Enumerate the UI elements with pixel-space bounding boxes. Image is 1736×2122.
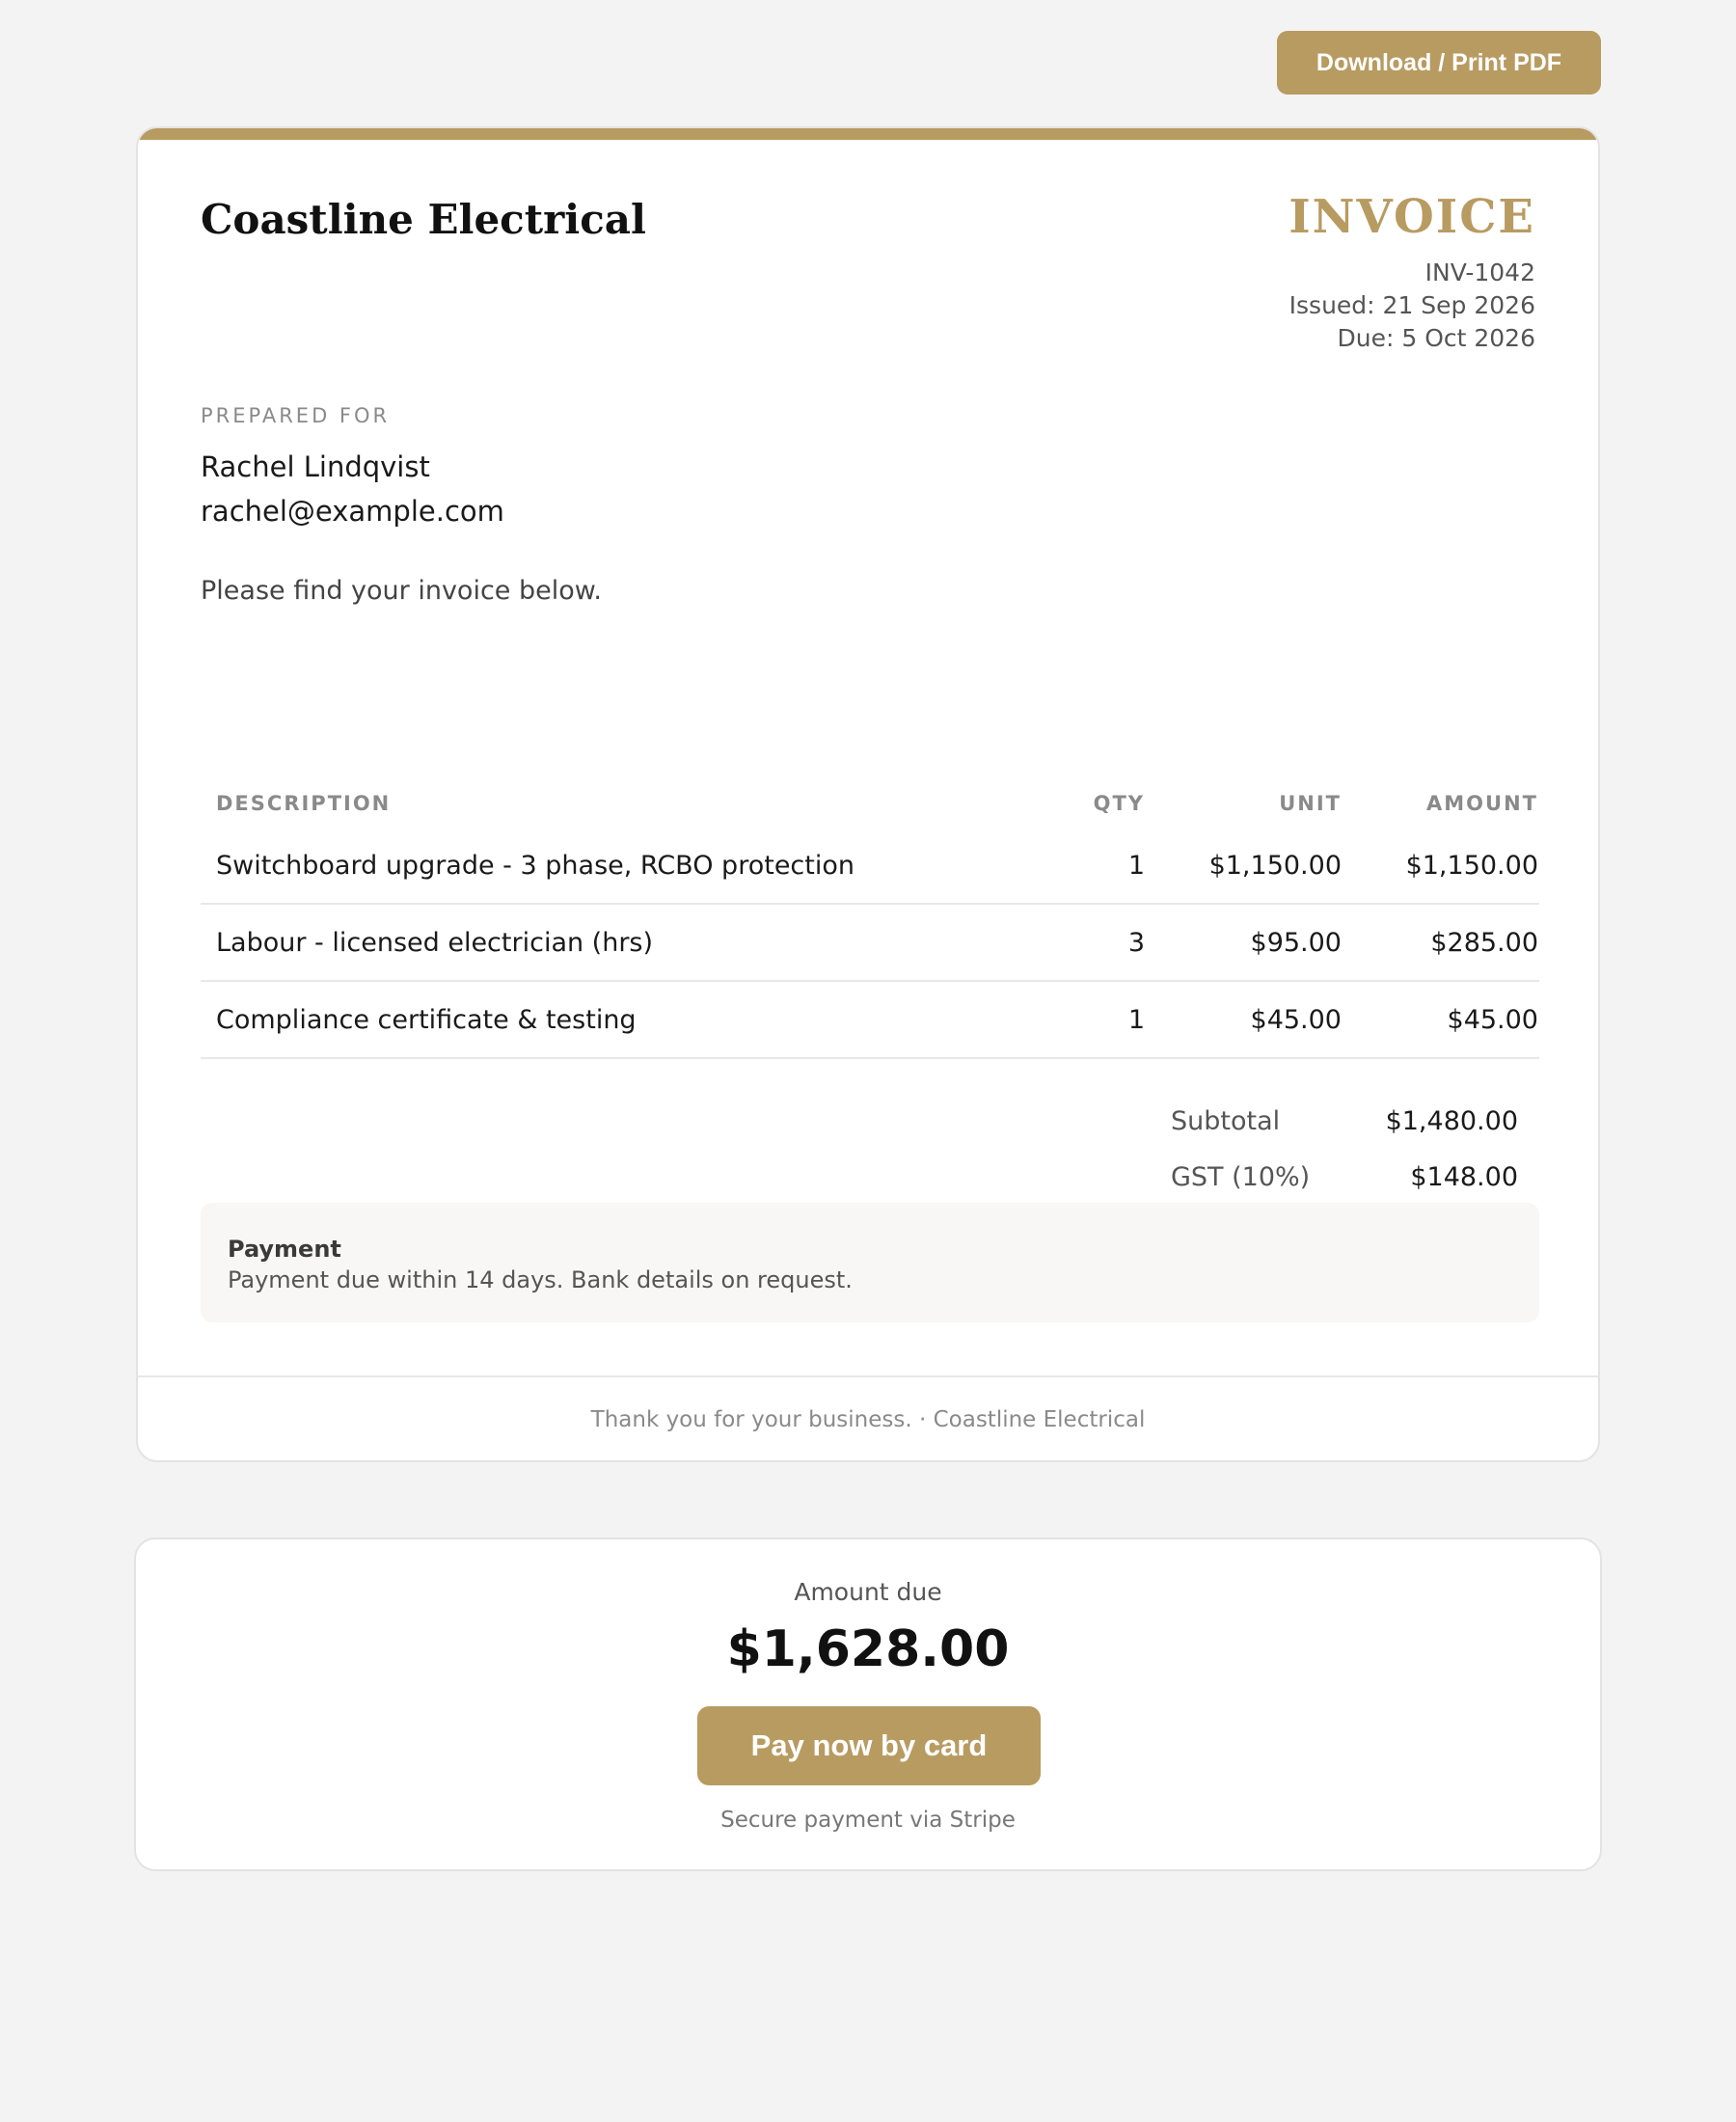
header-unit: UNIT <box>1279 792 1342 815</box>
row-unit: $95.00 <box>1250 927 1342 958</box>
payment-note <box>201 1203 1539 1322</box>
footer-divider <box>138 1375 1598 1377</box>
row-amount: $285.00 <box>1430 927 1538 958</box>
payment-text: Payment due within 14 days. Bank details on request. <box>228 1266 853 1293</box>
table-row <box>201 982 1539 1059</box>
line-items-table <box>201 779 1539 1059</box>
table-row <box>201 828 1539 905</box>
issued-date: Issued: 21 Sep 2026 <box>1288 291 1535 319</box>
intro-text: Please find your invoice below. <box>201 576 602 606</box>
company-name: Coastline Electrical <box>201 196 646 243</box>
amount-due-label: Amount due <box>794 1578 942 1606</box>
invoice-title: INVOICE <box>1288 190 1535 244</box>
row-unit: $1,150.00 <box>1208 850 1342 881</box>
invoice-number: INV-1042 <box>1424 258 1535 286</box>
invoice-meta <box>1289 257 1535 355</box>
subtotal-value: $1,480.00 <box>1385 1105 1518 1136</box>
footer-text: Thank you for your business. · Coastline Electrical <box>590 1407 1146 1432</box>
table-header <box>201 779 1539 828</box>
client-email: rachel@example.com <box>201 495 504 528</box>
amount-due-value: $1,628.00 <box>726 1620 1010 1678</box>
prepared-for-label: PREPARED FOR <box>201 404 391 427</box>
table-row <box>201 905 1539 982</box>
payment-panel <box>134 1537 1602 1871</box>
download-print-pdf-button[interactable]: Download / Print PDF <box>1277 31 1601 95</box>
gst-label: GST (10%) <box>1171 1161 1311 1192</box>
row-qty: 1 <box>1127 1004 1145 1035</box>
row-unit: $45.00 <box>1250 1004 1342 1035</box>
row-qty: 3 <box>1127 927 1145 958</box>
client-name: Rachel Lindqvist <box>201 450 430 483</box>
header-qty: QTY <box>1093 792 1145 815</box>
subtotal-row <box>1155 1093 1533 1149</box>
row-qty: 1 <box>1127 850 1145 881</box>
row-amount: $45.00 <box>1447 1004 1538 1035</box>
payment-title: Payment <box>228 1236 341 1263</box>
row-amount: $1,150.00 <box>1405 850 1538 881</box>
secure-payment-text: Secure payment via Stripe <box>720 1808 1016 1833</box>
due-date: Due: 5 Oct 2026 <box>1337 324 1535 352</box>
gst-row <box>1155 1149 1533 1205</box>
invoice-card <box>136 126 1600 1462</box>
header-description: DESCRIPTION <box>216 792 392 815</box>
row-description: Switchboard upgrade - 3 phase, RCBO protection <box>216 850 854 881</box>
row-description: Labour - licensed electrician (hrs) <box>216 927 654 958</box>
accent-bar <box>138 128 1598 140</box>
gst-value: $148.00 <box>1410 1161 1518 1192</box>
row-description: Compliance certificate & testing <box>216 1004 637 1035</box>
subtotal-label: Subtotal <box>1171 1105 1281 1136</box>
header-amount: AMOUNT <box>1426 792 1538 815</box>
pay-now-button[interactable]: Pay now by card <box>697 1706 1041 1785</box>
